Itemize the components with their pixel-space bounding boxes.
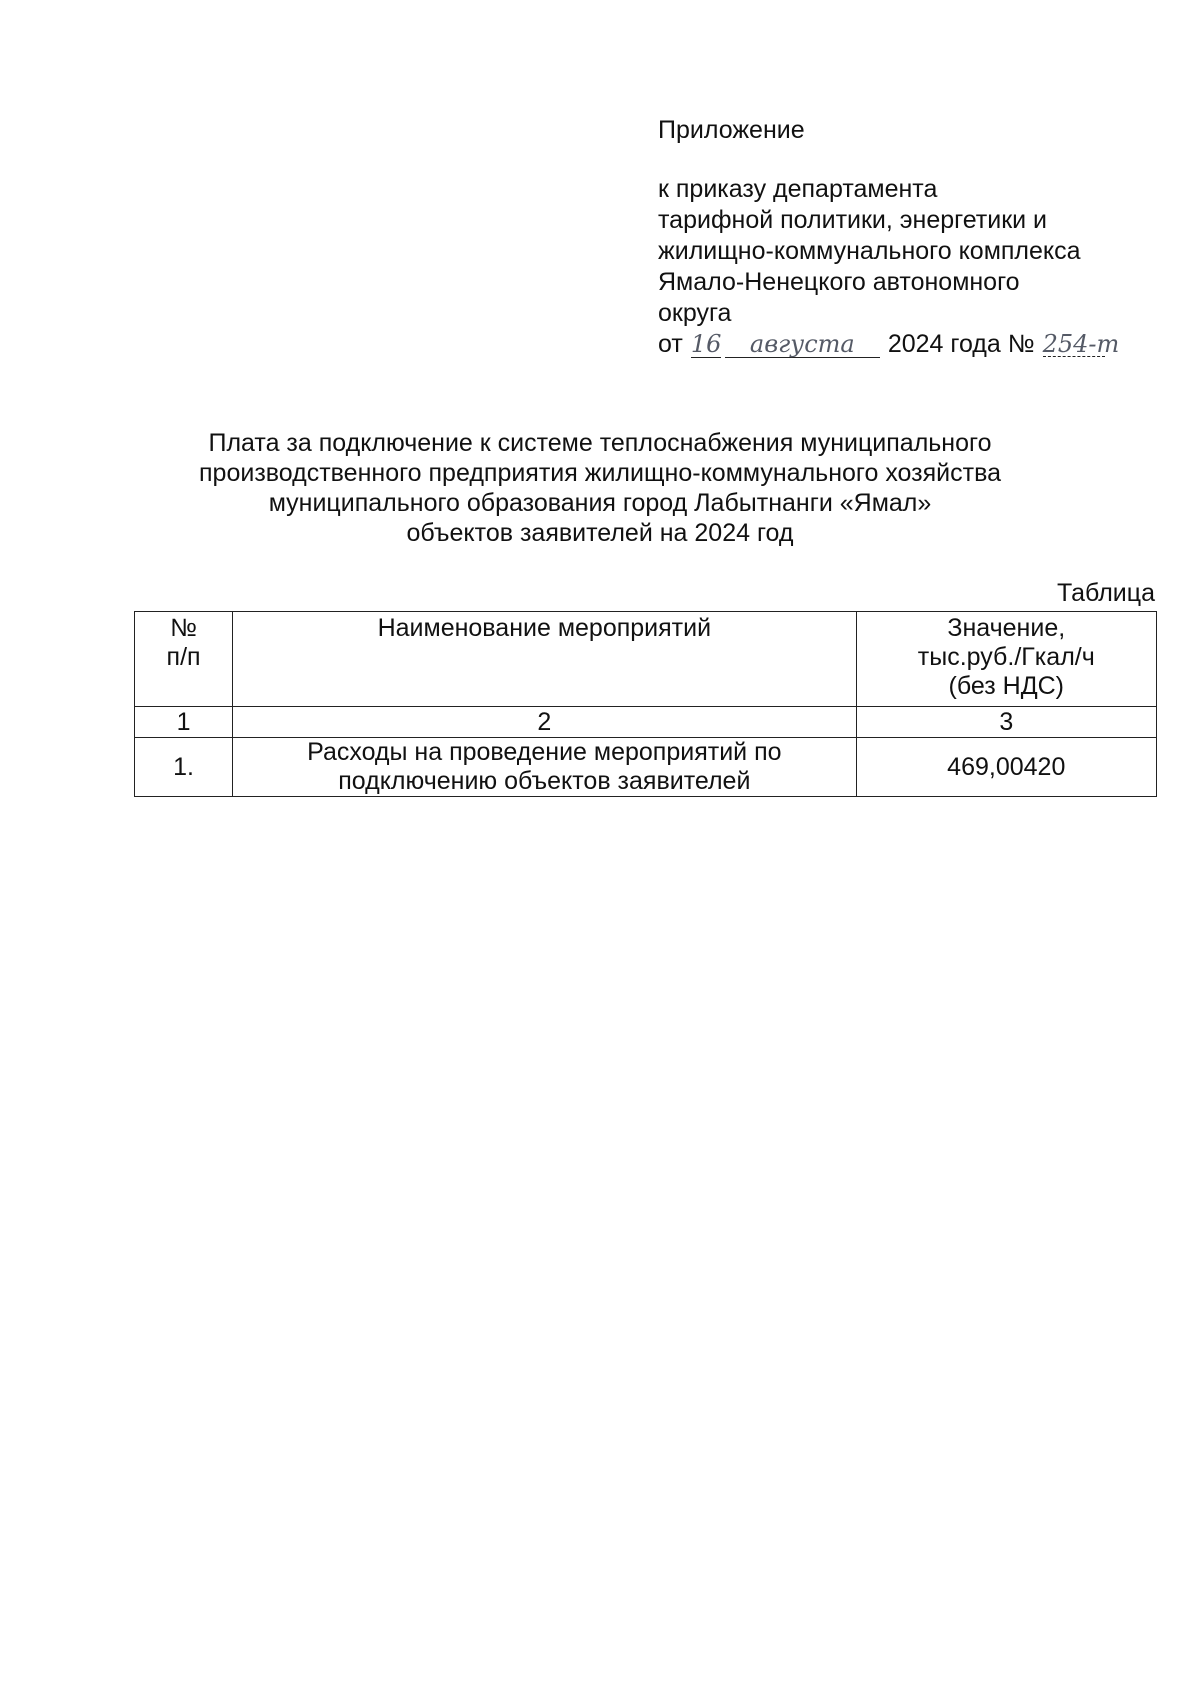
row-name-line: подключению объектов заявителей — [338, 767, 751, 795]
appendix-line: тарифной политики, энергетики и — [658, 206, 1048, 234]
appendix-line: жилищно-коммунального комплекса — [658, 237, 1081, 265]
title-line: Плата за подключение к системе теплоснабжения муниципального — [208, 429, 992, 457]
row-name — [233, 738, 856, 797]
header-number-line: № — [170, 614, 197, 642]
header-name — [233, 612, 856, 707]
appendix-line: к приказу департамента — [658, 175, 938, 203]
handwritten-day: 16 — [690, 330, 722, 358]
appendix-block — [658, 115, 1178, 360]
column-number: 1 — [135, 707, 233, 738]
table-header-row — [135, 612, 1157, 707]
column-number-row — [135, 707, 1157, 738]
handwritten-month: августа — [725, 331, 880, 358]
date-year: 2024 года № — [887, 330, 1035, 358]
appendix-heading: Приложение — [658, 116, 805, 144]
table-label: Таблица — [1056, 579, 1155, 607]
column-number: 3 — [856, 707, 1156, 738]
column-number: 2 — [233, 707, 856, 738]
header-value-line: Значение, — [947, 614, 1066, 642]
header-value-line: тыс.руб./Гкал/ч — [917, 643, 1095, 671]
header-value-line: (без НДС) — [948, 672, 1065, 700]
document-title — [150, 428, 1050, 548]
handwritten-order-number: 254-т — [1042, 330, 1120, 358]
row-number: 1. — [135, 738, 233, 797]
title-line: производственного предприятия жилищно-коммунального хозяйства — [199, 459, 1001, 487]
header-name-text: Наименование мероприятий — [377, 614, 712, 642]
row-value: 469,00420 — [856, 738, 1156, 797]
header-value — [856, 612, 1156, 707]
fee-table — [134, 611, 1157, 797]
date-prefix: от — [658, 330, 683, 358]
order-date-line — [658, 329, 1178, 360]
header-number — [135, 612, 233, 707]
appendix-line: округа — [658, 299, 732, 327]
row-name-line: Расходы на проведение мероприятий по — [307, 738, 782, 766]
header-number-line: п/п — [166, 643, 201, 671]
table-row — [135, 738, 1157, 797]
title-line: объектов заявителей на 2024 год — [406, 519, 794, 547]
appendix-line: Ямало-Ненецкого автономного — [658, 268, 1020, 296]
title-line: муниципального образования город Лабытнанги «Ямал» — [268, 489, 932, 517]
